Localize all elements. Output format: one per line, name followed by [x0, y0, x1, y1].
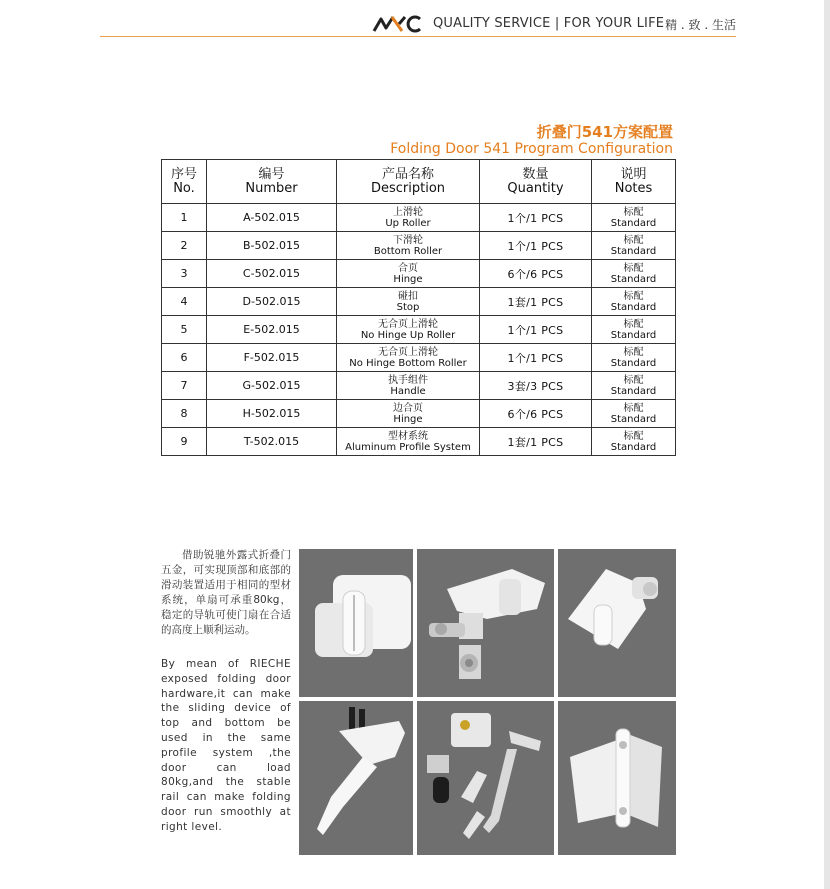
notes-zh-label: 标配 [623, 262, 644, 274]
page-edge [824, 0, 830, 889]
cell-no: 7 [162, 372, 207, 400]
hinge-icon [299, 549, 413, 697]
header-motto: 精 . 致 . 生活 [665, 18, 736, 32]
notes-en-label: Standard [610, 413, 657, 425]
table-row [162, 344, 676, 372]
handle-icon [299, 701, 413, 855]
cell-quantity: 1个/1 PCS [480, 316, 592, 344]
description-en-label: No Hinge Up Roller [360, 329, 456, 341]
description-zh-label: 型材系统 [388, 430, 428, 442]
header-description: 产品名称 Description [337, 160, 480, 204]
page-header [100, 10, 736, 38]
cell-notes [592, 372, 676, 400]
table-header-row [162, 160, 676, 204]
header-no: 序号 No. [162, 160, 207, 204]
description-en-label: No Hinge Bottom Roller [349, 357, 467, 369]
description-en-label: Aluminum Profile System [345, 441, 471, 453]
cell-description [337, 204, 480, 232]
notes-en-label: Standard [610, 273, 657, 285]
cell-description [337, 372, 480, 400]
notes-en-label: Standard [610, 217, 657, 229]
cell-number: C-502.015 [207, 260, 337, 288]
notes-zh-label: 标配 [623, 318, 644, 330]
description-en-label: Up Roller [385, 217, 431, 229]
cell-number: E-502.015 [207, 316, 337, 344]
product-photos [299, 549, 676, 855]
notes-zh-label: 标配 [623, 402, 644, 414]
table-row [162, 288, 676, 316]
header-quantity: 数量 Quantity [480, 160, 592, 204]
page-title-en: Folding Door 541 Program Configuration [390, 141, 673, 157]
roller-icon [417, 549, 554, 697]
cell-description [337, 232, 480, 260]
notes-zh-label: 标配 [623, 234, 644, 246]
cell-quantity: 1个/1 PCS [480, 204, 592, 232]
cell-quantity: 1个/1 PCS [480, 344, 592, 372]
header-rule [100, 36, 736, 37]
cell-no: 3 [162, 260, 207, 288]
notes-en-label: Standard [610, 357, 657, 369]
configuration-table [161, 159, 676, 456]
cell-notes [592, 316, 676, 344]
cell-number: G-502.015 [207, 372, 337, 400]
stop-photo [558, 549, 676, 697]
notes-en-label: Standard [610, 385, 657, 397]
description-zh-label: 碰扣 [398, 290, 418, 302]
table-row [162, 400, 676, 428]
notes-zh-label: 标配 [623, 430, 644, 442]
header-number: 编号 Number [207, 160, 337, 204]
cell-quantity: 1套/1 PCS [480, 428, 592, 456]
cell-description [337, 316, 480, 344]
cell-number: D-502.015 [207, 288, 337, 316]
table-row [162, 260, 676, 288]
hinge-photo [299, 549, 413, 697]
table-row [162, 372, 676, 400]
handle-photo [299, 701, 413, 855]
description-en-label: Stop [396, 301, 420, 313]
cell-notes [592, 260, 676, 288]
cell-description [337, 428, 480, 456]
cell-description [337, 260, 480, 288]
notes-zh-label: 标配 [623, 346, 644, 358]
cell-no: 2 [162, 232, 207, 260]
page-title-zh: 折叠门541方案配置 [536, 123, 673, 141]
roller-parts-icon [417, 701, 554, 855]
table-row [162, 204, 676, 232]
description-en-label: Hinge [393, 413, 423, 425]
cell-notes [592, 288, 676, 316]
description-zh: 借助锐驰外露式折叠门五金，可实现顶部和底部的滑动装置适用于相同的型材系统，单扇可承重80kg，稳定的导轨可使门扇在合适的高度上顺利运动。 [161, 549, 291, 636]
description-zh-label: 上滑轮 [393, 206, 423, 218]
notes-en-label: Standard [610, 441, 657, 453]
cell-description [337, 288, 480, 316]
description-zh-label: 合页 [398, 262, 418, 274]
cell-no: 6 [162, 344, 207, 372]
header-notes: 说明 Notes [592, 160, 676, 204]
description-en-label: Hinge [393, 273, 423, 285]
description-en-label: Handle [390, 385, 426, 397]
cell-no: 8 [162, 400, 207, 428]
table-body [162, 204, 676, 456]
cell-notes [592, 344, 676, 372]
cell-description [337, 344, 480, 372]
description-en: By mean of RIECHE exposed folding door hardware,it can make the sliding device of top and bottom be used in the same profile system ,the door can load 80kg,and the stable rail can make folding door run smoothly at right level. [161, 658, 291, 833]
cell-no: 5 [162, 316, 207, 344]
description-zh-label: 执手组件 [388, 374, 428, 386]
roller-parts-photo [417, 701, 554, 855]
cell-no: 9 [162, 428, 207, 456]
description-zh-label: 边合页 [393, 402, 423, 414]
cell-quantity: 6个/6 PCS [480, 400, 592, 428]
notes-en-label: Standard [610, 329, 657, 341]
cell-number: T-502.015 [207, 428, 337, 456]
notes-en-label: Standard [610, 301, 657, 313]
cell-notes [592, 428, 676, 456]
cell-quantity: 6个/6 PCS [480, 260, 592, 288]
cell-notes [592, 400, 676, 428]
cell-quantity: 1个/1 PCS [480, 232, 592, 260]
notes-zh-label: 标配 [623, 374, 644, 386]
description-zh-label: 无合页上滑轮 [378, 346, 438, 358]
cell-notes [592, 204, 676, 232]
table-row [162, 232, 676, 260]
nyc-logo [372, 14, 432, 34]
table-row [162, 428, 676, 456]
stop-icon [558, 549, 676, 697]
cell-notes [592, 232, 676, 260]
edge-hinge-icon [558, 701, 676, 855]
cell-no: 4 [162, 288, 207, 316]
header-tagline: QUALITY SERVICE | FOR YOUR LIFE [433, 16, 665, 31]
description-en-label: Bottom Roller [373, 245, 443, 257]
cell-number: A-502.015 [207, 204, 337, 232]
description-zh-label: 无合页上滑轮 [378, 318, 438, 330]
table-row [162, 316, 676, 344]
notes-zh-label: 标配 [623, 206, 644, 218]
cell-quantity: 1套/1 PCS [480, 288, 592, 316]
roller-photo [417, 549, 554, 697]
edge-hinge-photo [558, 701, 676, 855]
cell-no: 1 [162, 204, 207, 232]
notes-en-label: Standard [610, 245, 657, 257]
cell-description [337, 400, 480, 428]
cell-number: F-502.015 [207, 344, 337, 372]
description-zh-label: 下滑轮 [393, 234, 423, 246]
notes-zh-label: 标配 [623, 290, 644, 302]
cell-number: H-502.015 [207, 400, 337, 428]
cell-quantity: 3套/3 PCS [480, 372, 592, 400]
cell-number: B-502.015 [207, 232, 337, 260]
